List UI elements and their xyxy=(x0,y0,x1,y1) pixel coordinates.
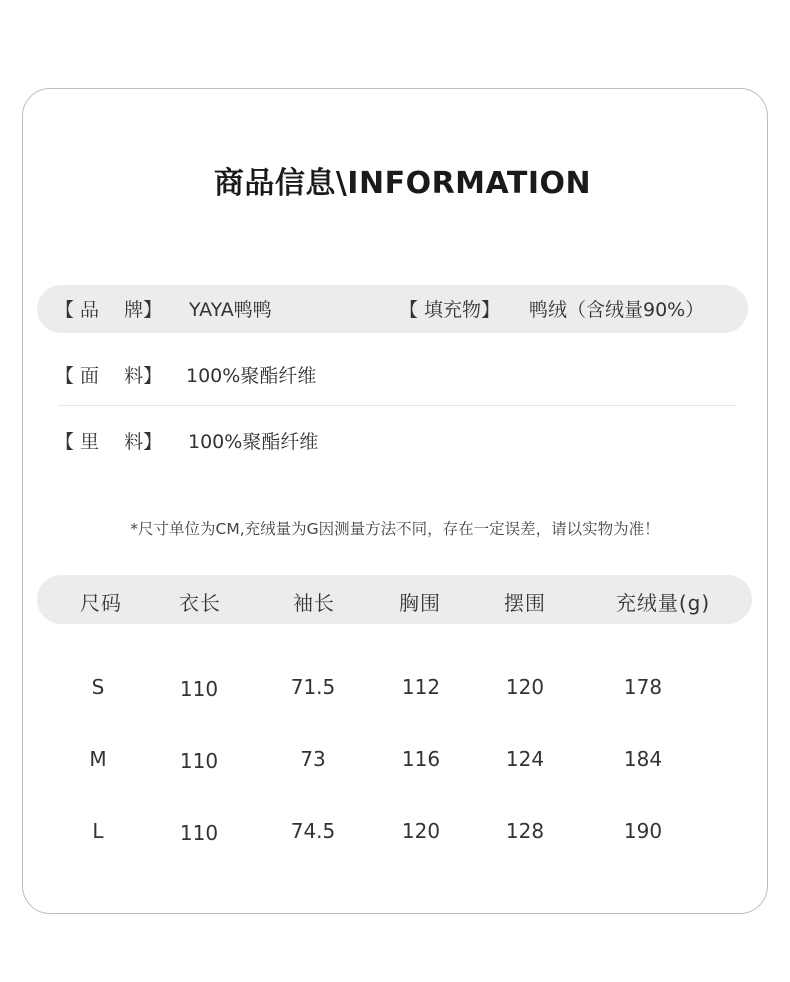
table-cell: 120 xyxy=(401,819,441,843)
col-header-hem: 摆围 xyxy=(504,591,546,615)
table-cell: 110 xyxy=(179,821,219,845)
page-title: 商品信息\INFORMATION xyxy=(213,166,592,201)
lining-label: 【 里 料】 xyxy=(55,431,163,453)
table-cell: 178 xyxy=(623,675,663,699)
table-cell: 73 xyxy=(300,747,326,771)
lining-value: 100%聚酯纤维 xyxy=(188,431,319,453)
table-cell: 74.5 xyxy=(290,819,336,843)
filling-value: 鸭绒（含绒量90%） xyxy=(529,299,705,321)
table-cell: 184 xyxy=(623,747,663,771)
brand-value: YAYA鸭鸭 xyxy=(189,299,272,321)
col-header-chest: 胸围 xyxy=(399,591,441,615)
table-cell: M xyxy=(89,747,107,771)
table-cell: 124 xyxy=(505,747,545,771)
col-header-size: 尺码 xyxy=(80,591,122,615)
table-cell: L xyxy=(92,819,104,843)
col-header-sleeve: 袖长 xyxy=(293,591,335,615)
table-cell: 190 xyxy=(623,819,663,843)
table-cell: S xyxy=(91,675,105,699)
col-header-length: 衣长 xyxy=(179,591,221,615)
col-header-down-fill: 充绒量(g) xyxy=(615,591,711,615)
table-cell: 120 xyxy=(505,675,545,699)
table-cell: 128 xyxy=(505,819,545,843)
table-cell: 110 xyxy=(179,749,219,773)
fabric-label: 【 面 料】 xyxy=(55,365,163,387)
filling-label: 【 填充物】 xyxy=(399,299,501,321)
info-divider xyxy=(58,405,736,406)
table-cell: 71.5 xyxy=(290,675,336,699)
info-card xyxy=(22,88,768,914)
measurement-note: *尺寸单位为CM,充绒量为G因测量方法不同，存在一定误差，请以实物为准！ xyxy=(130,520,660,538)
table-cell: 116 xyxy=(401,747,441,771)
table-cell: 110 xyxy=(179,677,219,701)
fabric-value: 100%聚酯纤维 xyxy=(186,365,317,387)
table-cell: 112 xyxy=(401,675,441,699)
brand-label: 【 品 牌】 xyxy=(55,299,163,321)
